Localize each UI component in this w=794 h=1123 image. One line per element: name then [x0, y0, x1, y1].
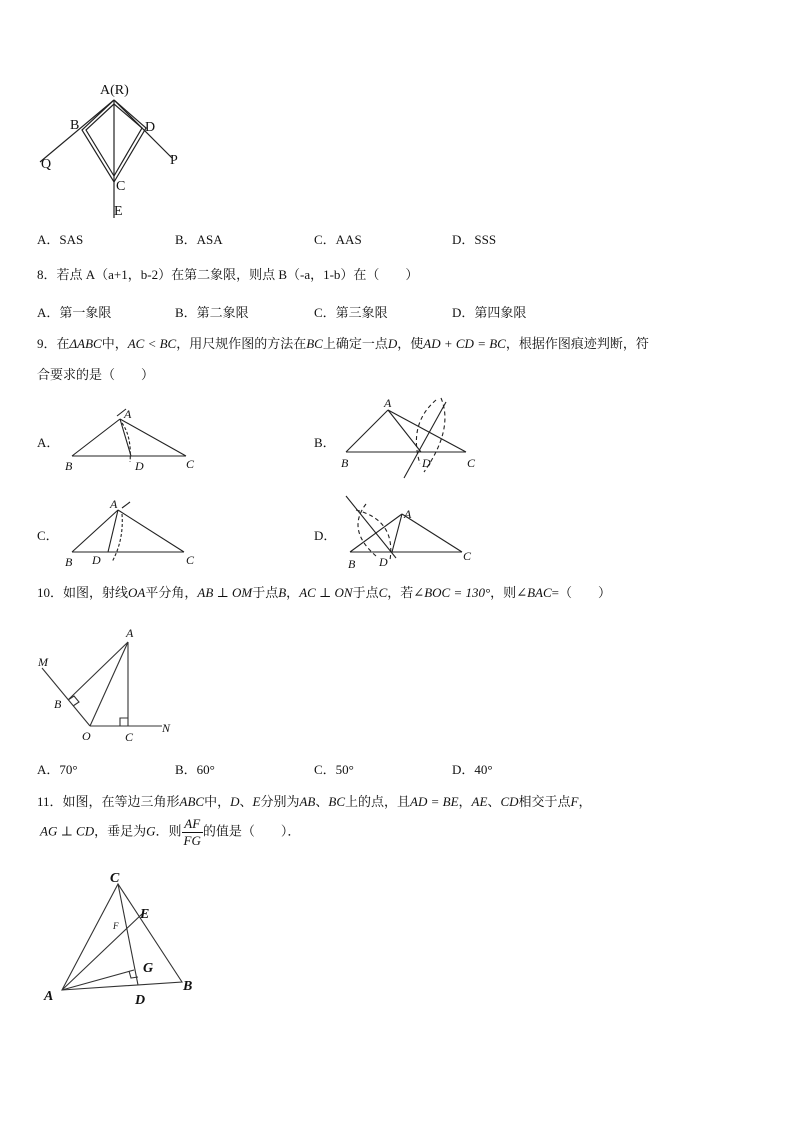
q9b-label-A: A — [384, 396, 392, 410]
q10-figure — [34, 622, 184, 746]
q11-segment: CD — [500, 794, 519, 809]
q9-figure-a — [60, 402, 210, 476]
q7-label-P: P — [170, 153, 178, 168]
q8-option-b: B．第二象限 — [175, 305, 249, 320]
q9-text: ，用尺规作图的方法在 — [176, 336, 307, 351]
q9-option-d-letter: D． — [314, 528, 337, 543]
q9d-label-C: C — [463, 549, 472, 563]
q11-text: 分别为 — [260, 794, 300, 809]
q7-label-E: E — [114, 204, 123, 219]
q10-label-N: N — [162, 721, 171, 735]
q9-figure-d — [336, 490, 486, 574]
q11-label-G: G — [143, 961, 154, 976]
q9a-label-C: C — [186, 457, 195, 471]
q9-option-a-letter: A． — [37, 435, 60, 450]
q7-option-b: B．ASA — [175, 232, 223, 247]
q10-text: 平分角， — [145, 585, 198, 600]
q9c-label-B: B — [65, 555, 73, 569]
q11-equation: AD = BE — [410, 794, 459, 809]
q7-option-d: D．SSS — [452, 232, 497, 247]
q10-option-a: A．70° — [37, 762, 78, 777]
q8-option-c: C．第三象限 — [314, 305, 388, 320]
q7-option-a: A．SAS — [37, 232, 84, 247]
q11-point: E — [252, 794, 261, 809]
q11-text: ， — [578, 794, 592, 809]
q7-label-Q: Q — [41, 157, 52, 172]
q11-fraction-denominator: FG — [183, 833, 201, 848]
q9-triangle: ΔABC — [69, 336, 102, 351]
q10-label-M: M — [38, 655, 48, 669]
q7-label-A: A(R) — [100, 83, 129, 98]
q10-text: ，则 — [490, 585, 517, 600]
q9b-label-C: C — [467, 456, 476, 470]
q11-label-F: F — [113, 921, 119, 931]
q9a-label-A: A — [124, 407, 132, 421]
q9-figure-b — [336, 394, 486, 484]
q10-condition: AC ⊥ ON — [299, 585, 353, 600]
q8-option-a: A．第一象限 — [37, 305, 112, 320]
q11-condition: AG ⊥ CD — [40, 823, 95, 839]
q10-point: B — [278, 585, 287, 600]
q11-triangle: ABC — [179, 794, 205, 809]
q9-figure-c — [60, 496, 210, 572]
q11-text: 中， — [204, 794, 231, 809]
q8-option-d: D．第四象限 — [452, 305, 527, 320]
q9c-label-A: A — [110, 497, 118, 511]
q9-option-b-letter: B． — [314, 435, 336, 450]
q7-label-B: B — [70, 118, 80, 133]
q11-label-C: C — [110, 871, 120, 886]
q11-fraction-numerator: AF — [182, 816, 203, 833]
q10-asked-angle: ∠BAC — [516, 585, 552, 600]
q9d-label-B: B — [348, 557, 356, 571]
q9a-label-D: D — [135, 459, 144, 473]
q11-label-B: B — [183, 979, 193, 994]
q9b-label-D: D — [422, 456, 431, 470]
q7-label-D: D — [145, 120, 156, 135]
q7-option-c: C．AAS — [314, 232, 362, 247]
q11-text: 、 — [239, 794, 253, 809]
q11-point: F — [570, 794, 579, 809]
q9-option-c-letter: C． — [37, 528, 59, 543]
q9-text: 上确定一点 — [322, 336, 388, 351]
q11-segment: BC — [328, 794, 346, 809]
q7-label-C: C — [116, 179, 126, 194]
q10-text: 于点 — [352, 585, 379, 600]
q9-condition: AC < BC — [127, 336, 177, 351]
q11-label-D: D — [135, 993, 146, 1008]
q11-point: D — [230, 794, 240, 809]
q9d-label-D: D — [379, 555, 388, 569]
q9-equation: AD + CD = BC — [423, 336, 506, 351]
q11-segment: AE — [471, 794, 488, 809]
q10-text: =（ ） — [551, 585, 611, 600]
q11-segment: AB — [299, 794, 316, 809]
q10-text: 于点 — [252, 585, 279, 600]
q9-stem-line2: 合要求的是（ ） — [37, 367, 155, 382]
q7-figure — [36, 78, 196, 223]
q11-stem-line1 — [37, 791, 591, 810]
q9c-label-D: D — [92, 553, 101, 567]
q10-stem — [37, 582, 611, 601]
q11-text: ．则 — [155, 823, 182, 839]
q10-label-O: O — [82, 729, 91, 743]
q11-label-A: A — [44, 989, 54, 1004]
q10-text: ， — [286, 585, 300, 600]
q10-angle: ∠BOC = 130° — [413, 585, 491, 600]
q9d-label-A: A — [404, 507, 412, 521]
q11-text: 上的点，且 — [345, 794, 411, 809]
q10-ray: OA — [128, 585, 146, 600]
q11-text: 、 — [487, 794, 501, 809]
q9-text: ，使 — [397, 336, 424, 351]
q10-text: ，若 — [387, 585, 414, 600]
q11-text: ， — [458, 794, 472, 809]
q9b-label-B: B — [341, 456, 349, 470]
q10-option-c: C．50° — [314, 762, 354, 777]
q8-stem: 8．若点 A（a+1，b-2）在第二象限，则点 B（-a，1-b）在（ ） — [37, 267, 419, 282]
q11-text: 11．如图，在等边三角形 — [37, 794, 180, 809]
q9-stem-line1 — [37, 333, 649, 352]
q9-segment: BC — [306, 336, 323, 351]
q10-text: 10．如图，射线 — [37, 585, 129, 600]
q9-point: D — [387, 336, 398, 351]
q11-figure — [38, 866, 208, 1012]
q10-label-C: C — [125, 730, 134, 744]
q10-option-b: B．60° — [175, 762, 215, 777]
q10-label-A: A — [126, 626, 134, 640]
q11-stem-line2 — [40, 816, 300, 849]
q9-text: 9．在 — [37, 336, 70, 351]
q9c-label-C: C — [186, 553, 195, 567]
q11-text: 相交于点 — [518, 794, 571, 809]
q10-option-d: D．40° — [452, 762, 493, 777]
q11-text: ，垂足为 — [94, 823, 147, 839]
q10-label-B: B — [54, 697, 62, 711]
q10-point: C — [378, 585, 388, 600]
q9a-label-B: B — [65, 459, 73, 473]
q11-text: 、 — [315, 794, 329, 809]
q9-text: 中， — [101, 336, 128, 351]
q11-fraction — [182, 816, 203, 849]
q9-text: ，根据作图痕迹判断，符 — [505, 336, 649, 351]
q11-point: G — [146, 823, 156, 839]
q10-condition: AB ⊥ OM — [197, 585, 253, 600]
q11-label-E: E — [140, 907, 150, 922]
q11-text: 的值是（ ）． — [202, 823, 301, 839]
